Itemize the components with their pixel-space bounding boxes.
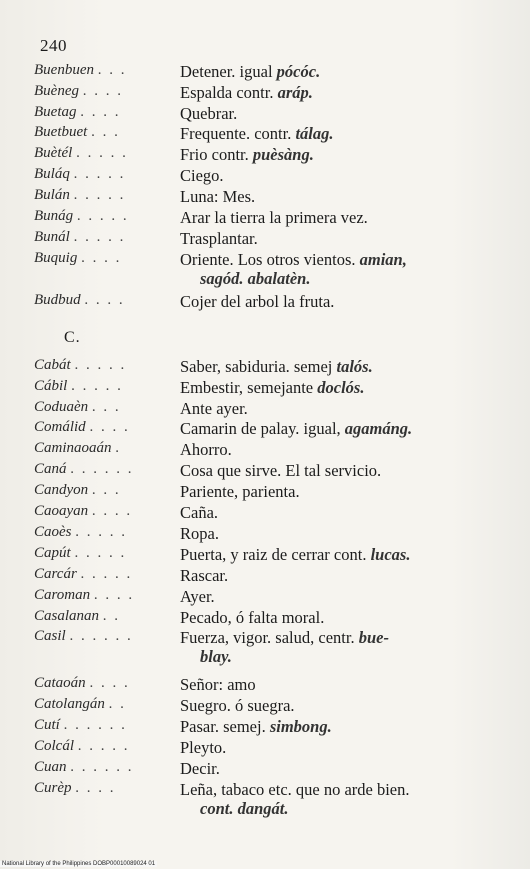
entry-leader-dots: . . . . .	[80, 566, 133, 582]
entry-definition	[180, 696, 498, 715]
definition-text: Ayer.	[180, 587, 215, 606]
definition-text: Ropa.	[180, 524, 219, 543]
entry-term-text: Casil	[34, 628, 66, 644]
definition-text: Pasar. semej.	[180, 717, 270, 736]
entry-term-text: Casalanan	[34, 608, 100, 624]
definition-italic-term: amian,	[359, 250, 407, 269]
entry-term-text: Cabát	[34, 357, 71, 373]
definition-text: Puerta, y raiz de cerrar cont.	[180, 545, 371, 564]
definition-text: Pecado, ó falta moral.	[180, 608, 325, 627]
entry-leader-dots: . . . .	[89, 419, 130, 435]
entry-term-text: Cutí	[34, 717, 60, 733]
definition-text: Cosa que sirve. El tal servicio.	[180, 461, 382, 480]
entry-leader-dots: . . . . .	[76, 145, 128, 161]
definition-text: Embestir, semejante	[180, 378, 318, 397]
entry-definition	[180, 566, 498, 585]
entry-definition	[180, 482, 498, 501]
entry-term	[34, 780, 180, 797]
entry-term	[34, 587, 180, 604]
definition-text: Saber, sabiduria. semej	[180, 357, 337, 376]
entry-leader-dots: . . .	[91, 482, 121, 498]
definition-continuation: sagód. abalatèn.	[200, 269, 311, 288]
definition-text: Camarin de palay. igual,	[180, 419, 345, 438]
definition-italic-term: simbong.	[269, 717, 332, 736]
entry-term	[34, 566, 180, 583]
entry-term-text: Candyon	[34, 482, 89, 498]
entry-definition	[180, 292, 498, 311]
definition-italic-term: pócóc.	[276, 62, 321, 81]
entry-leader-dots: . . . .	[89, 675, 130, 691]
definition-text: Frio contr.	[180, 145, 253, 164]
entry-term	[34, 292, 180, 309]
page-number: 240	[40, 36, 67, 55]
entry-definition	[180, 357, 498, 376]
entry-term-text: Caminaoaán	[34, 440, 112, 456]
entry-leader-dots: . . . . .	[74, 545, 127, 561]
entry-definition	[180, 738, 498, 757]
definition-text: Ahorro.	[180, 440, 232, 459]
entry-term-text: Comálid	[34, 419, 86, 435]
entry-leader-dots: . . .	[91, 399, 121, 415]
entry-leader-dots: . . . .	[93, 587, 135, 603]
entry-term	[34, 187, 180, 204]
entry-definition	[180, 145, 498, 164]
definition-text: Caña.	[180, 503, 219, 522]
entry-leader-dots: . . . . .	[74, 357, 127, 373]
entry-term	[34, 524, 180, 541]
entry-term-text: Bulán	[34, 187, 70, 203]
entry-term	[34, 208, 180, 225]
entry-definition	[180, 524, 498, 543]
entry-term-text: Budbud	[34, 292, 81, 308]
entry-definition	[180, 187, 498, 206]
definition-italic-term: aráp.	[277, 83, 313, 102]
definition-continuation: cont. dangát.	[200, 799, 289, 818]
entry-term	[34, 545, 180, 562]
entry-term-text: Caoès	[34, 524, 72, 540]
entry-term-text: Buláq	[34, 166, 70, 182]
definition-text: Trasplantar.	[180, 229, 258, 248]
entry-leader-dots: . .	[108, 696, 126, 712]
entry-term	[34, 419, 180, 436]
definition-text: Fuerza, vigor. salud, centr.	[180, 628, 359, 647]
entry-term-text: Curèp	[34, 780, 72, 796]
entry-definition	[180, 675, 498, 694]
definition-text: Detener. igual	[180, 62, 277, 81]
entry-leader-dots: . . . . .	[71, 378, 123, 394]
definition-text: Señor: amo	[180, 675, 256, 694]
entry-term	[34, 608, 180, 625]
entry-leader-dots: . . . .	[81, 250, 122, 266]
entry-term	[34, 440, 180, 457]
entry-leader-dots: . . . .	[82, 83, 123, 99]
entry-leader-dots: . . . . .	[76, 208, 129, 224]
entry-term-text: Buetbuet	[34, 124, 88, 140]
entry-term	[34, 124, 180, 141]
entry-term	[34, 675, 180, 692]
entry-definition	[180, 608, 498, 627]
entry-definition	[180, 503, 498, 522]
entry-term-text: Buèneg	[34, 83, 79, 99]
entry-term-text: Caroman	[34, 587, 91, 603]
entry-definition	[180, 628, 498, 666]
entry-leader-dots: . . . .	[80, 104, 121, 120]
definition-text: Quebrar.	[180, 104, 238, 123]
definition-text: Ante ayer.	[180, 399, 248, 418]
entry-definition	[180, 166, 498, 185]
definition-text: Pleyto.	[180, 738, 227, 757]
entry-term	[34, 250, 180, 267]
entry-term	[34, 628, 180, 645]
entry-leader-dots: . . . .	[91, 503, 133, 519]
entry-term-text: Buetag	[34, 104, 77, 120]
entry-definition	[180, 208, 498, 227]
entry-leader-dots: . . . . .	[73, 229, 126, 245]
definition-italic-term: talós.	[336, 357, 373, 376]
entry-definition	[180, 62, 498, 81]
entry-leader-dots: . . . . .	[73, 166, 126, 182]
entry-term	[34, 717, 180, 734]
section-letter: C.	[64, 329, 81, 346]
definition-text: Cojer del arbol la fruta.	[180, 292, 335, 311]
entry-term	[34, 145, 180, 162]
entry-term-text: Capút	[34, 545, 71, 561]
entry-term	[34, 482, 180, 499]
entry-term-text: Bunál	[34, 229, 70, 245]
entry-leader-dots: . . . .	[84, 292, 125, 308]
entry-leader-dots: . . . . .	[77, 738, 130, 754]
entry-term	[34, 83, 180, 100]
definition-text: Ciego.	[180, 166, 224, 185]
definition-text: Suegro. ó suegra.	[180, 696, 295, 715]
entry-term-text: Cataoán	[34, 675, 86, 691]
definition-italic-term: doclós.	[317, 378, 365, 397]
entry-definition	[180, 587, 498, 606]
entry-definition	[180, 124, 498, 143]
entry-definition	[180, 378, 498, 397]
entry-term	[34, 166, 180, 183]
definition-text: Rascar.	[180, 566, 229, 585]
entry-term-text: Cuan	[34, 759, 67, 775]
entry-term	[34, 378, 180, 395]
definition-text: Luna: Mes.	[180, 187, 256, 206]
definition-text: Arar la tierra la primera vez.	[180, 208, 368, 227]
entry-leader-dots: . . . . . .	[70, 461, 134, 477]
entry-definition	[180, 419, 498, 438]
entry-definition	[180, 83, 498, 102]
entry-term	[34, 104, 180, 121]
entry-definition	[180, 250, 498, 288]
entry-term-text: Catolangán	[34, 696, 105, 712]
entry-leader-dots: .	[115, 440, 122, 456]
entry-term-text: Cábil	[34, 378, 68, 394]
entry-definition	[180, 759, 498, 778]
definition-text: Leña, tabaco etc. que no arde bien.	[180, 780, 410, 799]
entry-term	[34, 62, 180, 79]
entry-term	[34, 461, 180, 478]
entry-leader-dots: . . . . .	[73, 187, 126, 203]
entry-term	[34, 357, 180, 374]
library-credit: National Library of the Philippines DOBP00010089024 01	[2, 861, 156, 867]
entry-definition	[180, 440, 498, 459]
entry-definition	[180, 545, 498, 564]
definition-text: Decir.	[180, 759, 220, 778]
entry-definition	[180, 104, 498, 123]
entry-term	[34, 759, 180, 776]
definition-italic-term: puèsàng.	[252, 145, 314, 164]
entry-leader-dots: . . . . . .	[63, 717, 127, 733]
entry-leader-dots: . . . . . .	[70, 759, 134, 775]
definition-italic-term: lucas.	[370, 545, 411, 564]
definition-text: Espalda contr.	[180, 83, 278, 102]
entry-term-text: Bunág	[34, 208, 74, 224]
entry-term	[34, 399, 180, 416]
entry-term	[34, 696, 180, 713]
definition-italic-term: tálag.	[295, 124, 334, 143]
entry-term-text: Coduaèn	[34, 399, 89, 415]
entry-term-text: Caoayan	[34, 503, 89, 519]
entry-definition	[180, 717, 498, 736]
entry-leader-dots: . . .	[97, 62, 127, 78]
entry-term	[34, 738, 180, 755]
definition-text: Frequente. contr.	[180, 124, 296, 143]
entry-definition	[180, 461, 498, 480]
definition-continuation: blay.	[200, 647, 232, 666]
entry-definition	[180, 399, 498, 418]
entry-leader-dots: . . . . .	[75, 524, 127, 540]
entry-definition	[180, 229, 498, 248]
entry-term-text: Buètél	[34, 145, 73, 161]
entry-leader-dots: . . . .	[75, 780, 116, 796]
entry-term-text: Buquig	[34, 250, 78, 266]
entry-term	[34, 229, 180, 246]
entry-term-text: Carcár	[34, 566, 77, 582]
entry-term-text: Caná	[34, 461, 67, 477]
entry-leader-dots: . . . . . .	[69, 628, 133, 644]
entry-term	[34, 503, 180, 520]
entry-term-text: Colcál	[34, 738, 74, 754]
entry-term-text: Buenbuen	[34, 62, 94, 78]
definition-italic-term: bue-	[358, 628, 389, 647]
entry-definition	[180, 780, 498, 818]
entry-leader-dots: . . .	[91, 124, 120, 140]
definition-italic-term: agamáng.	[344, 419, 413, 438]
entry-leader-dots: . .	[102, 608, 121, 624]
definition-text: Pariente, parienta.	[180, 482, 300, 501]
definition-text: Oriente. Los otros vientos.	[180, 250, 360, 269]
